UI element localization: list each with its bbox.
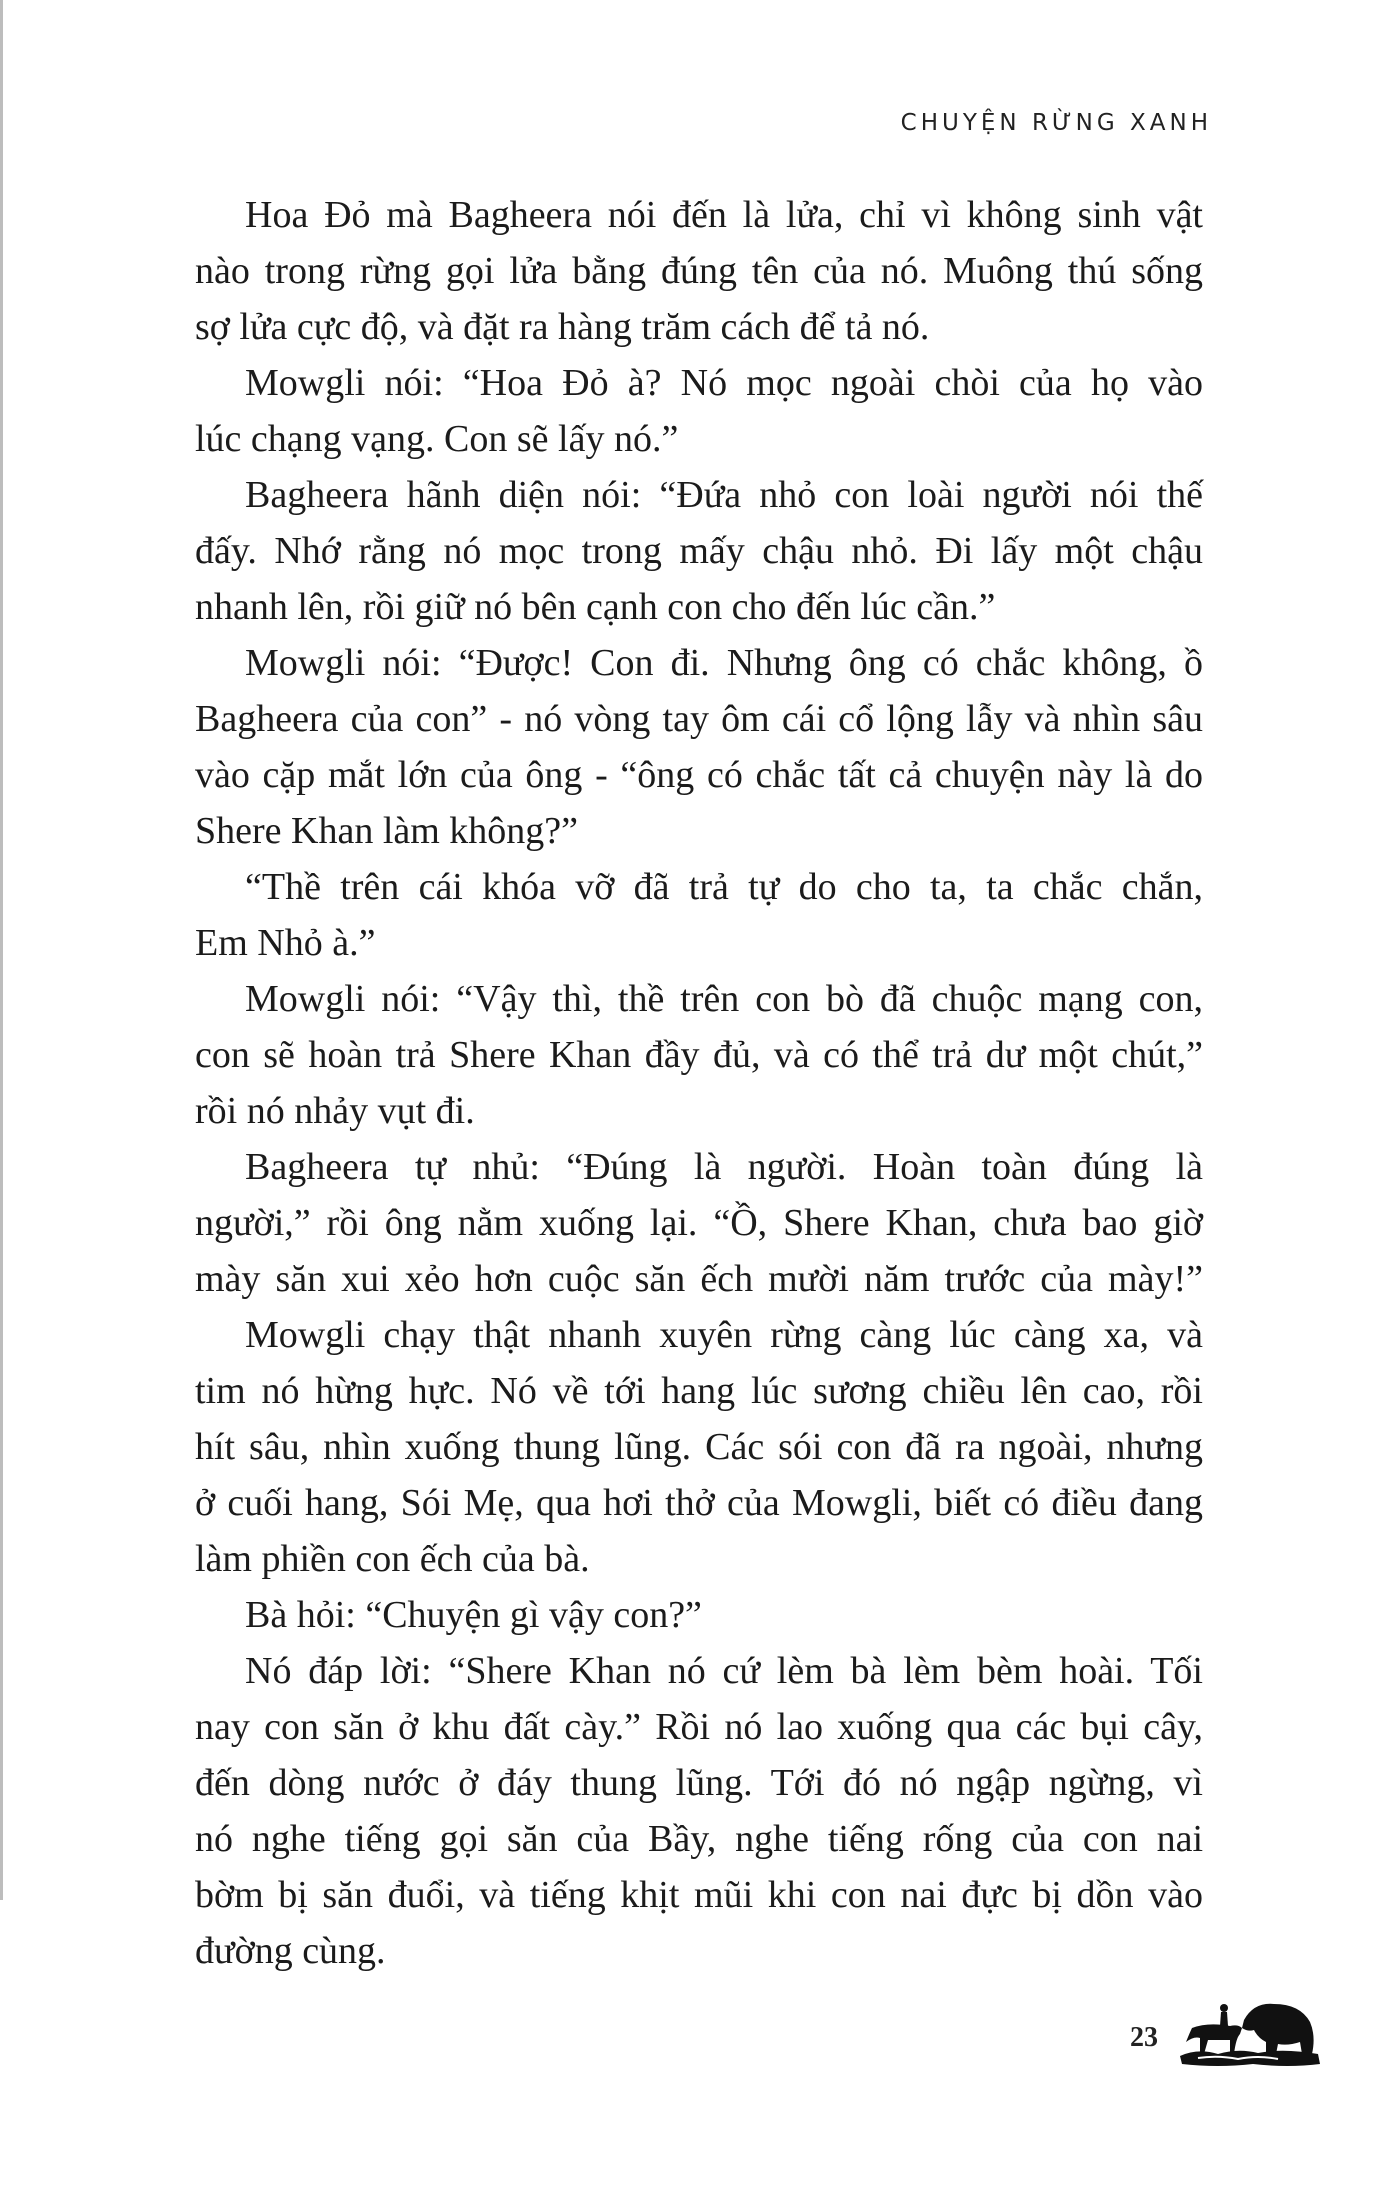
text-line: Mowgli nói: “Được! Con đi. Nhưng ông có chắc không, ồ	[245, 642, 1203, 684]
text-line: Nó đáp lời: “Shere Khan nó cứ lèm bà lèm bèm hoài. Tối	[245, 1650, 1203, 1692]
text-line: Bà hỏi: “Chuyện gì vậy con?”	[245, 1594, 702, 1636]
text-line: Shere Khan làm không?”	[195, 810, 579, 852]
text-line: nào trong rừng gọi lửa bằng đúng tên của nó. Muông thú sống	[195, 250, 1203, 292]
body-text	[195, 187, 1203, 1979]
text-line: người,” rồi ông nằm xuống lại. “Ồ, Shere Khan, chưa bao giờ	[195, 1202, 1203, 1244]
text-line: vào cặp mắt lớn của ông - “ông có chắc tất cả chuyện này là do	[195, 754, 1203, 796]
text-line: con sẽ hoàn trả Shere Khan đầy đủ, và có thể trả dư một chút,”	[195, 1034, 1203, 1076]
text-line: ở cuối hang, Sói Mẹ, qua hơi thở của Mowgli, biết có điều đang	[195, 1482, 1203, 1524]
text-line: Mowgli nói: “Vậy thì, thề trên con bò đã chuộc mạng con,	[245, 978, 1203, 1020]
text-line: rồi nó nhảy vụt đi.	[195, 1090, 475, 1132]
text-line: Bagheera hãnh diện nói: “Đứa nhỏ con loài người nói thế	[245, 474, 1203, 516]
text-line: lúc chạng vạng. Con sẽ lấy nó.”	[195, 418, 679, 460]
text-line: Em Nhỏ à.”	[195, 922, 376, 964]
text-line: Bagheera tự nhủ: “Đúng là người. Hoàn toàn đúng là	[245, 1146, 1203, 1188]
text-line: bờm bị săn đuổi, và tiếng khịt mũi khi con nai đực bị dồn vào	[195, 1874, 1203, 1916]
running-header: CHUYỆN RỪNG XANH	[900, 110, 1212, 136]
text-line: Mowgli nói: “Hoa Đỏ à? Nó mọc ngoài chòi của họ vào	[245, 362, 1203, 404]
text-line: nhanh lên, rồi giữ nó bên cạnh con cho đến lúc cần.”	[195, 586, 996, 628]
page-edge	[0, 0, 3, 1900]
mowgli-bear-panther-silhouette-icon	[1178, 1998, 1323, 2070]
text-line: làm phiền con ếch của bà.	[195, 1538, 590, 1580]
text-line: đến dòng nước ở đáy thung lũng. Tới đó nó ngập ngừng, vì	[195, 1762, 1203, 1804]
text-line: nó nghe tiếng gọi săn của Bầy, nghe tiếng rống của con nai	[195, 1818, 1203, 1860]
text-line: mày săn xui xẻo hơn cuộc săn ếch mười năm trước của mày!”	[195, 1258, 1203, 1300]
text-line: hít sâu, nhìn xuống thung lũng. Các sói con đã ra ngoài, nhưng	[195, 1426, 1203, 1468]
text-line: Hoa Đỏ mà Bagheera nói đến là lửa, chỉ vì không sinh vật	[245, 194, 1203, 236]
text-line: tim nó hừng hực. Nó về tới hang lúc sương chiều lên cao, rồi	[195, 1370, 1203, 1412]
text-line: Mowgli chạy thật nhanh xuyên rừng càng lúc càng xa, và	[245, 1314, 1203, 1356]
text-line: Bagheera của con” - nó vòng tay ôm cái cổ lộng lẫy và nhìn sâu	[195, 698, 1203, 740]
text-line: đấy. Nhớ rằng nó mọc trong mấy chậu nhỏ. Đi lấy một chậu	[195, 530, 1203, 572]
text-line: nay con săn ở khu đất cày.” Rồi nó lao xuống qua các bụi cây,	[195, 1706, 1203, 1748]
text-line: đường cùng.	[195, 1930, 386, 1972]
page-number: 23	[1130, 2022, 1158, 2053]
text-line: sợ lửa cực độ, và đặt ra hàng trăm cách để tả nó.	[195, 306, 930, 348]
text-line: “Thề trên cái khóa vỡ đã trả tự do cho ta, ta chắc chắn,	[245, 866, 1203, 908]
